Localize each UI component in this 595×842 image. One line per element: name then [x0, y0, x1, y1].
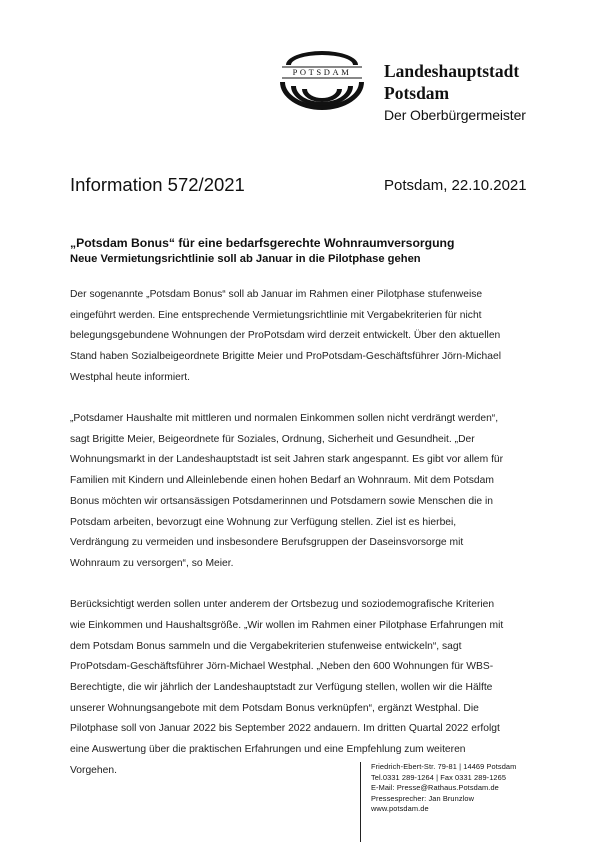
text-line: „Potsdamer Haushalte mit mittleren und normalen Einkommen sollen nicht verdrängt werden“, [70, 413, 499, 425]
potsdam-logo [276, 48, 368, 118]
text-line: Berechtigte, die wir jährlich der Landeshauptstadt zur Verfügung stellen, wollen wir die Hälfte [70, 681, 493, 693]
text-line: Pilotphase soll von Januar 2022 bis September 2022 andauern. Im dritten Quartal 2022 erfolgt [70, 723, 500, 735]
contact-footer [360, 762, 516, 842]
text-line: Bonus möchten wir ortsansässigen Potsdamerinnen und Potsdamern sowie Menschen die in [70, 495, 493, 507]
text-line: Familien mit Kindern und Alleinlebende einen hohen Bedarf an Wohnraum. Mit dem Potsdam [70, 475, 494, 487]
text-line: eingeführt werden. Eine entsprechende Vermietungsrichtlinie mit Vergabekriterien für nicht [70, 309, 482, 321]
paragraph [70, 595, 530, 781]
text-line: Westphal heute informiert. [70, 371, 190, 383]
text-line: belegungsgebundene Wohnungen der ProPotsdam wird derzeit entwickelt. Über den aktuellen [70, 330, 501, 342]
paragraph [70, 285, 530, 389]
logo-wordmark: POTSDAM [292, 67, 352, 77]
city-name [384, 60, 519, 104]
text-line: sagt Brigitte Meier, Beigeordnete für Soziales, Ordnung, Sicherheit und Gesundheit. „Der [70, 433, 475, 445]
city-name-line-1: Landeshauptstadt [384, 61, 520, 81]
article-body [70, 285, 530, 802]
subheadline: Neue Vermietungsrichtlinie soll ab Januar in die Pilotphase gehen [70, 253, 421, 265]
footer-email[interactable]: E-Mail: Presse@Rathaus.Potsdam.de [371, 783, 499, 793]
text-line: Wohnraum zu versorgen“, so Meier. [70, 557, 234, 569]
text-line: Wohnungsmarkt in der Landeshauptstadt ist seit Jahren stark angespannt. Es gibt vor allem für [70, 454, 504, 466]
information-number: Information 572/2021 [70, 174, 245, 195]
city-emblem-icon [276, 48, 368, 118]
text-line: wie Einkommen und Haushaltsgröße. „Wir wollen im Rahmen einer Pilotphase Erfahrungen mit [70, 619, 504, 631]
text-line: ProPotsdam-Geschäftsführer Jörn-Michael Westphal. „Neben den 600 Wohnungen für WBS- [70, 661, 494, 673]
footer-press-spokesperson: Pressesprecher: Jan Brunzlow [371, 793, 475, 803]
text-line: Der sogenannte „Potsdam Bonus“ soll ab Januar im Rahmen einer Pilotphase stufenweise [70, 289, 483, 300]
office-title: Der Oberbürgermeister [384, 107, 526, 123]
document-date: Potsdam, 22.10.2021 [384, 177, 527, 194]
text-line: eine Auswertung über die praktischen Erfahrungen und eine Empfehlung zum weiteren [70, 744, 466, 756]
footer-website[interactable]: www.potsdam.de [371, 804, 429, 814]
text-line: Potsdam arbeiten, bevorzugt eine Wohnung zur Verfügung stellen. Ziel ist es hierbei, [70, 516, 457, 528]
text-line: unserer Wohnungsangebote mit dem Potsdam Bonus verknüpfen“, ergänzt Westphal. Die [70, 702, 479, 714]
footer-address: Friedrich-Ebert-Str. 79-81 | 14469 Potsdam [371, 762, 517, 771]
text-line: Vorgehen. [70, 764, 117, 776]
text-line: Berücksichtigt werden sollen unter anderem der Ortsbezug und soziodemografische Kriterien [70, 599, 495, 611]
headline: „Potsdam Bonus“ für eine bedarfsgerechte Wohnraumversorgung [70, 236, 455, 250]
text-line: dem Potsdam Bonus sammeln und die Vergabekriterien stufenweise entwickeln“, sagt [70, 640, 462, 652]
city-name-line-2: Potsdam [384, 83, 450, 103]
text-line: Verdrängung zu vermeiden und insbesondere Berufsgruppen der Daseinsvorsorge mit [70, 537, 464, 549]
footer-phone-fax: Tel.0331 289-1264 | Fax 0331 289-1265 [371, 772, 507, 782]
text-line: Stand haben Sozialbeigeordnete Brigitte Meier und ProPotsdam-Geschäftsführer Jörn-Michael [70, 351, 501, 363]
paragraph [70, 409, 530, 575]
